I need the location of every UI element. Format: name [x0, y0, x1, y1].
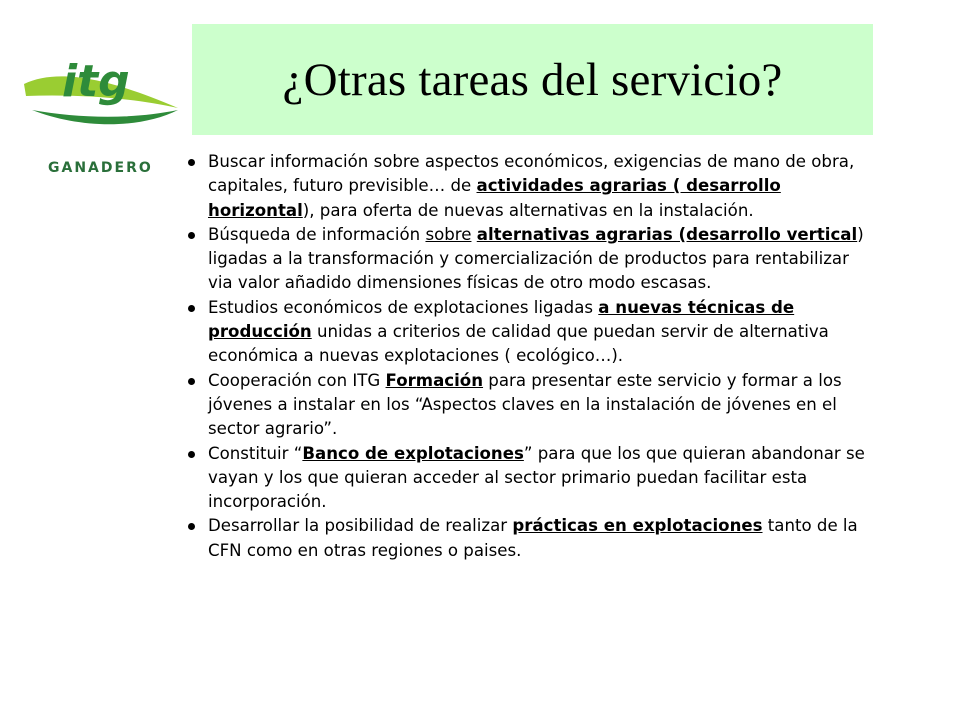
bullet-item	[186, 296, 876, 369]
bullet-text: unidas a criterios de calidad que puedan servir de alternativa económica a nuevas explotaciones ( ecológico…).	[208, 322, 829, 366]
bullet-text: ” para que los que quieran abandonar se vayan y los que quieran acceder al sector primario puedan facilitar esta incorporación.	[208, 443, 865, 512]
svg-text:itg: itg	[62, 56, 130, 107]
bullet-text: Cooperación con ITG	[208, 370, 386, 390]
bullet-highlight: prácticas en explotaciones	[512, 516, 763, 536]
bullet-dot-icon	[188, 232, 195, 239]
bullet-item	[186, 442, 876, 515]
itg-logo-icon	[18, 38, 188, 138]
bullet-item	[186, 223, 876, 296]
title-band	[192, 24, 873, 135]
bullet-highlight: actividades agrarias ( desarrollo horizontal	[208, 176, 781, 220]
bullet-text: Búsqueda de información	[208, 224, 426, 244]
bullet-underline: sobre	[425, 224, 472, 244]
bullet-item	[186, 514, 876, 563]
bullet-text: Estudios económicos de explotaciones ligadas	[208, 297, 599, 317]
bullet-list	[186, 150, 876, 563]
bullet-text: ) ligadas a la transformación y comercialización de productos para rentabilizar via valor añadido dimensiones físicas de otro modo escasas.	[208, 224, 864, 293]
bullet-text: Desarrollar la posibilidad de realizar	[208, 516, 513, 536]
bullet-dot-icon	[188, 451, 195, 458]
bullet-dot-icon	[188, 378, 195, 385]
bullet-dot-icon	[188, 159, 195, 166]
bullet-highlight: Banco de explotaciones	[302, 443, 524, 463]
bullet-highlight: Formación	[385, 370, 484, 390]
bullet-highlight: alternativas agrarias (desarrollo vertical	[476, 224, 858, 244]
bullet-highlight: a nuevas técnicas de producción	[208, 297, 795, 342]
page-title: ¿Otras tareas del servicio?	[282, 53, 783, 106]
bullet-dot-icon	[188, 523, 195, 530]
bullet-text: para presentar este servicio y formar a los jóvenes a instalar en los “Aspectos claves en la instalación de jóvenes en el sector agrario”.	[208, 370, 842, 439]
bullet-dot-icon	[188, 305, 195, 312]
itg-ganadero-logo	[18, 38, 188, 176]
bullet-item	[186, 369, 876, 442]
bullet-text: ), para oferta de nuevas alternativas en la instalación.	[302, 200, 754, 220]
logo-wordmark: GANADERO	[48, 160, 153, 176]
bullet-item	[186, 150, 876, 223]
bullet-text: tanto de la CFN como en otras regiones o paises.	[208, 516, 858, 560]
bullet-text: Constituir “	[208, 443, 303, 463]
bullet-text: Buscar información sobre aspectos económicos, exigencias de mano de obra, capitales, futuro previsible… de	[208, 152, 855, 196]
